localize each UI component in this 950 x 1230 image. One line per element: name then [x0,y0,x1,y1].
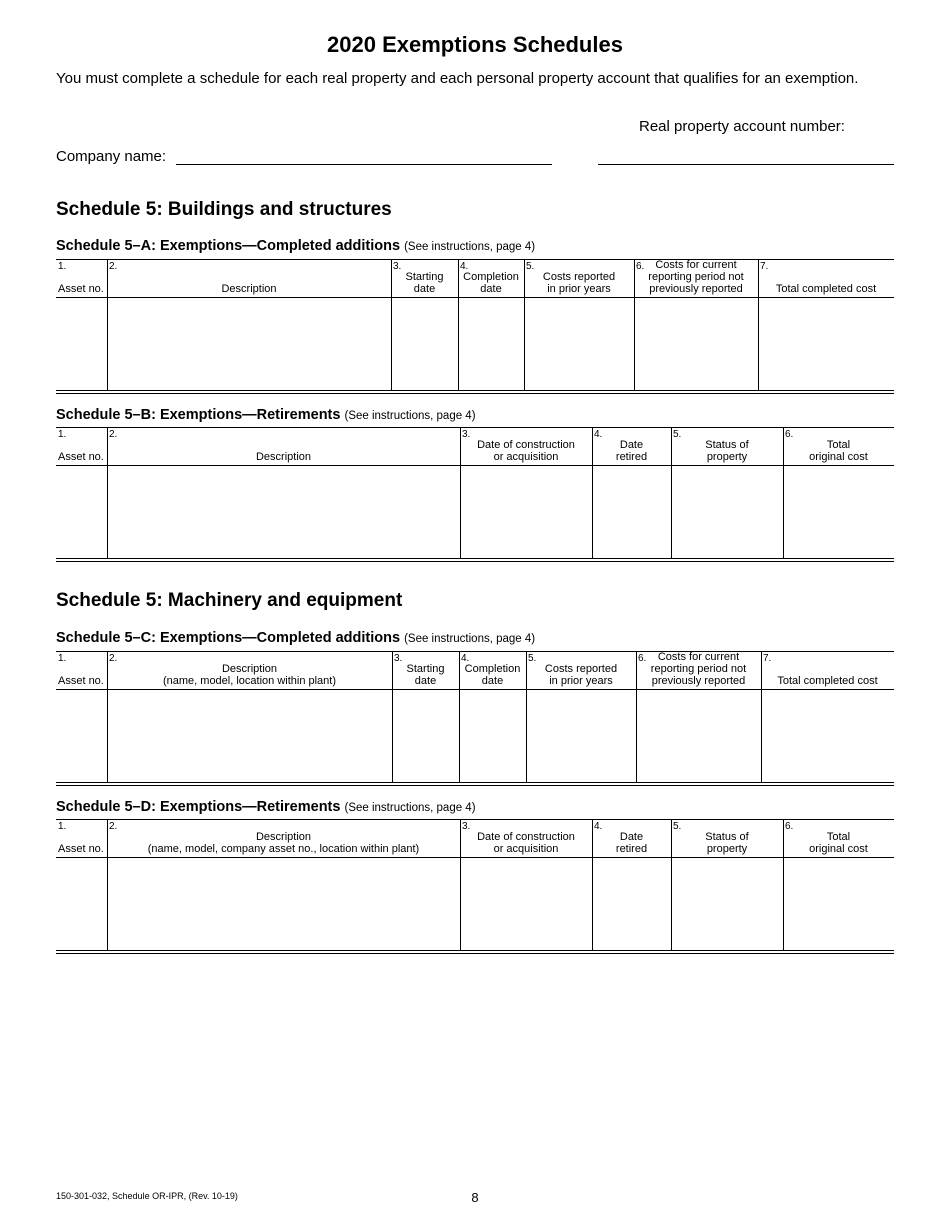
column-header-7 [758,260,894,297]
entry-cell-3[interactable] [391,297,458,390]
column-number: 4. [461,653,470,664]
column-number: 6. [638,653,647,664]
column-header-3 [392,652,459,689]
schedule-b-table[interactable] [56,427,894,564]
column-label: Date of construction or acquisition [477,439,575,463]
entry-cell-7[interactable] [761,689,894,782]
column-number: 4. [594,821,603,832]
column-divider [107,260,108,390]
company-name-field[interactable] [176,164,552,165]
column-label: Date of construction or acquisition [477,831,575,855]
column-header-4 [458,260,524,297]
column-divider [634,260,635,390]
column-divider [460,820,461,950]
column-label: Asset no. [58,283,104,295]
column-label: Status of property [705,831,749,855]
column-header-5 [671,820,783,857]
column-header-1 [56,652,107,689]
column-label: Costs for current reporting period not previously reported [650,651,747,687]
column-number: 3. [394,653,403,664]
form-id: 150-301-032, Schedule OR-IPR, (Rev. 10-19) [56,1191,238,1201]
column-divider [458,260,459,390]
schedule-d-title: Schedule 5–D: Exemptions—Retirements [56,799,341,815]
column-label: Costs for current reporting period not previously reported [648,259,744,295]
column-number: 2. [109,653,118,664]
entry-cell-5[interactable] [671,465,783,558]
entry-cell-5[interactable] [524,297,634,390]
column-label: Status of property [705,439,749,463]
column-header-2 [107,260,391,297]
column-divider [526,652,527,782]
column-number: 4. [460,261,469,272]
real-property-account-label: Real property account number: [639,118,845,135]
entry-cell-6[interactable] [783,465,894,558]
schedule-b-note: (See instructions, page 4) [344,410,476,422]
column-number: 2. [109,429,118,440]
entry-cell-4[interactable] [459,689,526,782]
schedule-a-table[interactable] [56,259,894,396]
entry-cell-1[interactable] [56,857,107,950]
column-label: Costs reported in prior years [544,663,618,687]
column-label: Completion date [464,663,521,687]
column-number: 4. [594,429,603,440]
column-divider [107,652,108,782]
column-header-2 [107,820,460,857]
column-header-3 [460,428,592,465]
column-divider [783,428,784,558]
column-divider [391,260,392,390]
table-bottom-rule [56,558,894,562]
column-label: Asset no. [58,451,104,463]
column-header-3 [460,820,592,857]
entry-cell-6[interactable] [634,297,758,390]
entry-cell-3[interactable] [460,857,592,950]
entry-cell-2[interactable] [107,297,391,390]
column-number: 1. [58,821,67,832]
column-header-2 [107,428,460,465]
schedule-d-table[interactable] [56,819,894,956]
column-divider [671,820,672,950]
column-header-6 [634,260,758,297]
column-divider [758,260,759,390]
column-divider [761,652,762,782]
entry-cell-6[interactable] [636,689,761,782]
page-number: 8 [471,1190,479,1205]
column-label: Total completed cost [775,283,877,295]
column-label: Description [255,451,312,463]
column-header-6 [783,428,894,465]
column-number: 1. [58,429,67,440]
entry-cell-1[interactable] [56,465,107,558]
column-label: Total completed cost [777,675,878,687]
column-header-1 [56,260,107,297]
schedule-c-heading [56,630,535,646]
schedule-a-heading [56,238,535,254]
column-number: 2. [109,821,118,832]
schedule-d-note: (See instructions, page 4) [344,802,476,814]
real-property-account-field[interactable] [598,164,894,165]
schedule-c-table[interactable] [56,651,894,788]
column-label: Asset no. [58,675,104,687]
column-label: Total original cost [809,831,868,855]
column-divider [783,820,784,950]
column-header-1 [56,820,107,857]
instructions-text: You must complete a schedule for each real property and each personal property account that qualifies for an exemption. [56,70,859,87]
section-buildings-heading: Schedule 5: Buildings and structures [56,199,392,220]
column-divider [636,652,637,782]
column-divider [524,260,525,390]
schedule-c-note: (See instructions, page 4) [404,633,536,645]
column-number: 6. [636,261,645,272]
column-label: Total original cost [809,439,868,463]
company-name-label: Company name: [56,148,167,165]
entry-cell-7[interactable] [758,297,894,390]
column-divider [392,652,393,782]
column-header-3 [391,260,458,297]
column-label: Description [221,283,277,295]
column-header-5 [524,260,634,297]
column-divider [592,428,593,558]
page-title: 2020 Exemptions Schedules [327,32,623,57]
column-header-6 [636,652,761,689]
schedule-b-heading [56,407,476,423]
column-header-4 [592,428,671,465]
column-divider [459,652,460,782]
entry-cell-4[interactable] [592,465,671,558]
column-header-5 [671,428,783,465]
column-number: 6. [785,821,794,832]
table-bottom-rule [56,950,894,954]
table-bottom-rule [56,782,894,786]
column-label: Costs reported in prior years [542,271,616,295]
entry-cell-4[interactable] [458,297,524,390]
column-number: 5. [673,429,682,440]
column-header-4 [592,820,671,857]
entry-cell-2[interactable] [107,857,460,950]
column-label: Starting date [405,271,444,295]
entry-cell-2[interactable] [107,689,392,782]
column-label: Date retired [615,831,648,855]
column-divider [671,428,672,558]
column-number: 3. [462,429,471,440]
column-number: 3. [393,261,402,272]
column-label: Starting date [406,663,445,687]
column-divider [107,820,108,950]
column-header-1 [56,428,107,465]
column-number: 1. [58,261,67,272]
column-number: 6. [785,429,794,440]
schedule-a-note: (See instructions, page 4) [404,241,536,253]
entry-cell-3[interactable] [392,689,459,782]
column-header-7 [761,652,894,689]
column-number: 7. [760,261,769,272]
table-bottom-rule [56,390,894,394]
column-label: Description (name, model, location within plant) [162,663,337,687]
column-number: 5. [673,821,682,832]
column-number: 2. [109,261,118,272]
column-divider [460,428,461,558]
entry-cell-3[interactable] [460,465,592,558]
column-number: 5. [526,261,535,272]
column-label: Completion date [463,271,519,295]
entry-cell-1[interactable] [56,689,107,782]
schedule-d-heading [56,799,476,815]
column-header-6 [783,820,894,857]
column-number: 7. [763,653,772,664]
column-number: 3. [462,821,471,832]
schedule-b-title: Schedule 5–B: Exemptions—Retirements [56,407,341,423]
column-label: Asset no. [58,843,104,855]
column-number: 5. [528,653,537,664]
entry-cell-6[interactable] [783,857,894,950]
schedule-c-title: Schedule 5–C: Exemptions—Completed additions [56,630,401,646]
column-label: Date retired [615,439,648,463]
column-divider [107,428,108,558]
entry-cell-1[interactable] [56,297,107,390]
column-label: Description (name, model, company asset no., location within plant) [147,831,420,855]
entry-cell-2[interactable] [107,465,460,558]
column-number: 1. [58,653,67,664]
entry-cell-4[interactable] [592,857,671,950]
entry-cell-5[interactable] [671,857,783,950]
entry-cell-5[interactable] [526,689,636,782]
section-machinery-heading: Schedule 5: Machinery and equipment [56,590,403,611]
column-divider [592,820,593,950]
column-header-2 [107,652,392,689]
column-header-5 [526,652,636,689]
schedule-a-title: Schedule 5–A: Exemptions—Completed additions [56,238,401,254]
column-header-4 [459,652,526,689]
